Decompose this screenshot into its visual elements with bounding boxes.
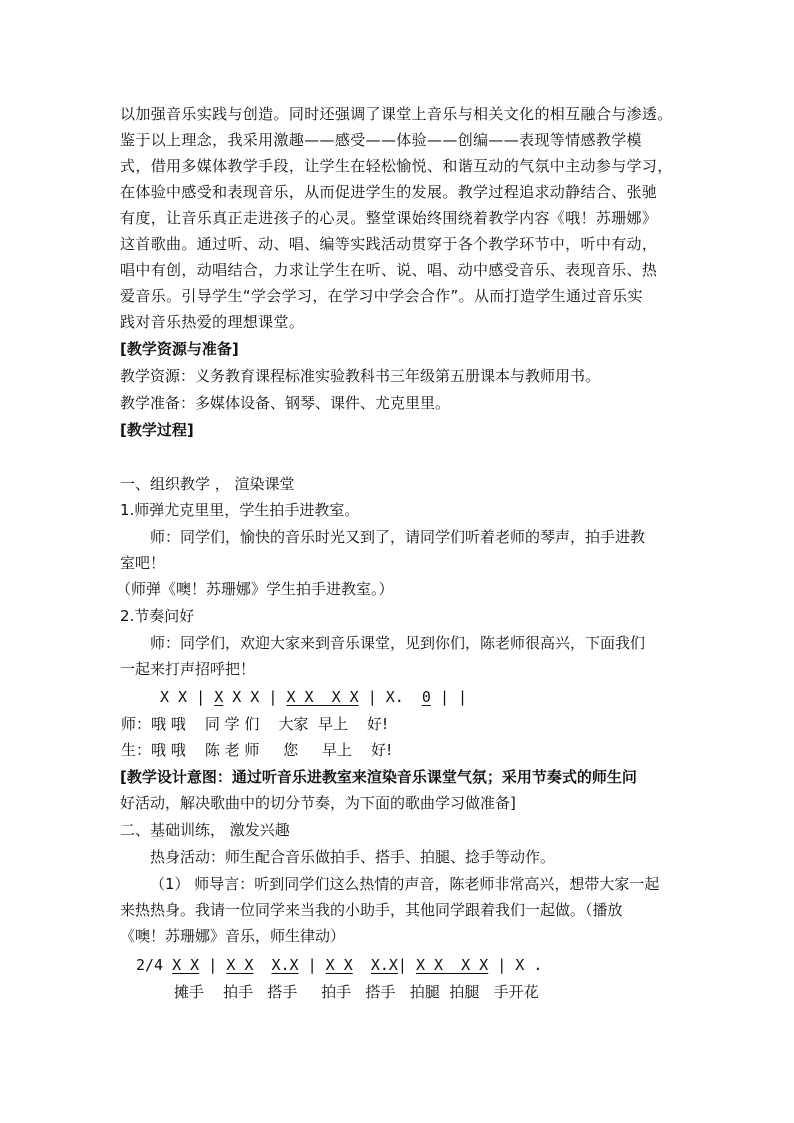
warmup-line: 热身活动：师生配合音乐做拍手、搭手、拍腿、捻手等动作。 (150, 848, 556, 866)
preparation-line: 教学准备：多媒体设备、钢琴、课件、尤克里里。 (120, 394, 451, 412)
action-lyric: 摊手 拍手 搭手 拍手 搭手 拍腿 拍腿 手开花 (174, 983, 539, 1001)
rhythm-segment-underlined: X X (325, 956, 353, 974)
intro-line-9: 践对音乐热爱的理想课堂。 (120, 313, 305, 331)
section2-title: 二、基础训练， 激发兴趣 (120, 821, 290, 839)
step1-teacher-line1: 师：同学们，愉快的音乐时光又到了，请同学们听着老师的琴声，拍手进教 (150, 528, 646, 546)
meter-label: 2/4 (136, 956, 173, 974)
teacher-lyric: 师：哦 哦 同 学 们 大家 早上 好! (121, 715, 389, 733)
section1-title: 一、组织教学 ， 渲染课堂 (120, 475, 295, 493)
rhythm-segment (353, 956, 371, 974)
intro-line-4: 在体验中感受和表现音乐，从而促进学生的发展。教学过程追求动静结合、张驰 (120, 183, 658, 201)
guide-line1: （1） 师导言：听到同学们这么热情的声音，陈老师非常高兴，想带大家一起 (150, 875, 660, 893)
intro-line-1: 以加强音乐实践与创造。同时还强调了课堂上音乐与相关文化的相互融合与渗透。 (120, 105, 673, 123)
process-heading: [教学过程] (120, 421, 194, 439)
rhythm-segment-underlined: 0 (421, 688, 431, 706)
rhythm-segment-underlined: X X X X (286, 688, 359, 706)
intro-line-6: 这首歌曲。通过听、动、唱、编等实践活动贯穿于各个教学环节中，听中有动， (120, 235, 658, 253)
step2-teacher-line1: 师：同学们，欢迎大家来到音乐课堂，见到你们，陈老师很高兴，下面我们 (150, 634, 646, 652)
rhythm-segment: | X . (488, 956, 543, 974)
rhythm-segment-underlined: X.X (271, 956, 299, 974)
intro-line-7: 唱中有创，动唱结合，力求让学生在听、说、唱、动中感受音乐、表现音乐、热 (120, 261, 658, 279)
greeting-rhythm (160, 687, 467, 707)
resources-heading: [教学资源与准备] (120, 340, 239, 358)
guide-line2: 来热热身。我请一位同学来当我的小助手，其他同学跟着我们一起做。（播放 (120, 901, 623, 919)
student-lyric: 生：哦 哦 陈 老 师 您 早上 好! (121, 741, 393, 759)
rhythm-segment: | (199, 956, 227, 974)
rhythm-segment-underlined: X X X X (415, 956, 489, 974)
intro-line-8: 爱音乐。引导学生“学会学习，在学习中学会合作”。从而打造学生通过音乐实 (120, 287, 643, 305)
rhythm-segment: | (397, 956, 416, 974)
warmup-rhythm (136, 955, 542, 975)
rhythm-segment-underlined: X.X (370, 956, 398, 974)
step1-teacher-line2: 室吧！ (120, 554, 166, 572)
design-intent-line2: 好活动，解决歌曲中的切分节奏，为下面的歌曲学习做准备] (120, 794, 516, 812)
guide-line3: 《噢！苏珊娜》音乐，师生律动） (120, 927, 346, 945)
intro-line-2: 鉴于以上理念，我采用激趣——感受——体验——创编——表现等情感教学模 (120, 131, 642, 149)
step2-teacher-line2: 一起来打声招呼把！ (120, 660, 256, 678)
intro-line-5: 有度，让音乐真正走进孩子的心灵。整堂课始终围绕着教学内容《哦！苏珊娜》 (120, 209, 658, 227)
design-intent-line1: [教学设计意图：通过听音乐进教室来渲染音乐课堂气氛；采用节奏式的师生问 (120, 768, 637, 786)
rhythm-segment: X X | (160, 688, 215, 706)
step1-title: 1.师弹尤克里里，学生拍手进教室。 (120, 501, 360, 519)
rhythm-segment-underlined: X X (172, 956, 200, 974)
rhythm-segment: | (298, 956, 326, 974)
rhythm-segment-underlined: X X (226, 956, 254, 974)
resources-line: 教学资源：义务教育课程标准实验教科书三年级第五册课本与教师用书。 (120, 367, 601, 385)
step2-title: 2.节奏问好 (120, 607, 195, 625)
rhythm-segment: | | (430, 688, 468, 706)
step1-note: （师弹《噢！苏珊娜》学生拍手进教室。） (116, 580, 394, 598)
rhythm-segment: | X. (358, 688, 422, 706)
rhythm-segment: X X | (223, 688, 287, 706)
rhythm-segment (253, 956, 271, 974)
intro-line-3: 式，借用多媒体教学手段，让学生在轻松愉悦、和谐互动的气氛中主动参与学习， (120, 157, 673, 175)
rhythm-segment-underlined: X (214, 688, 224, 706)
